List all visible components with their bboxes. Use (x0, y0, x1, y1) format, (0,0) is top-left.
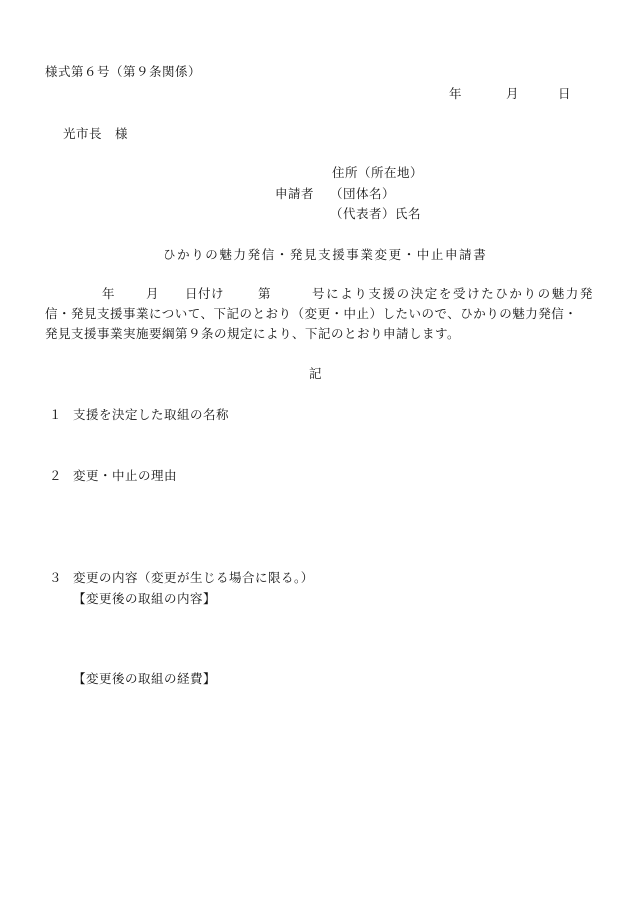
organization-label: （団体名） (330, 186, 396, 201)
item-number: １ (49, 407, 63, 422)
item-label: 変更の内容（変更が生じる場合に限る。） (73, 570, 314, 585)
address-label: 住所（所在地） (332, 165, 424, 180)
item-number: ３ (49, 570, 63, 585)
applicant-label: 申請者 (275, 186, 315, 201)
item-label: 変更・中止の理由 (73, 468, 178, 483)
ki-heading: 記 (309, 366, 323, 381)
body-line3: 発見支援事業実施要綱第９条の規定により、下記のとおり申請します。 (45, 326, 461, 341)
body-dai: 第 (258, 286, 272, 301)
item-label: 支援を決定した取組の名称 (73, 407, 230, 422)
item-number: ２ (49, 468, 63, 483)
subitem-content: 【変更後の取組の内容】 (73, 591, 217, 606)
date-year-label: 年 (449, 86, 463, 101)
date-day-label: 日 (558, 86, 572, 101)
body-line2: 信・発見支援事業について、下記のとおり（変更・中止）したいので、ひかりの魅力発信・ (45, 306, 578, 321)
addressee: 光市長 様 (63, 126, 129, 141)
body-date: 日付け (185, 286, 225, 301)
representative-label: （代表者）氏名 (330, 206, 422, 221)
body-month: 月 (146, 286, 160, 301)
form-number: 様式第６号（第９条関係） (45, 64, 202, 79)
body-year: 年 (102, 286, 116, 301)
body-line1-rest: 号により支援の決定を受けたひかりの魅力発 (312, 286, 595, 301)
document-title: ひかりの魅力発信・発見支援事業変更・中止申請書 (163, 247, 488, 262)
date-month-label: 月 (506, 86, 520, 101)
subitem-expenses: 【変更後の取組の経費】 (73, 671, 217, 686)
